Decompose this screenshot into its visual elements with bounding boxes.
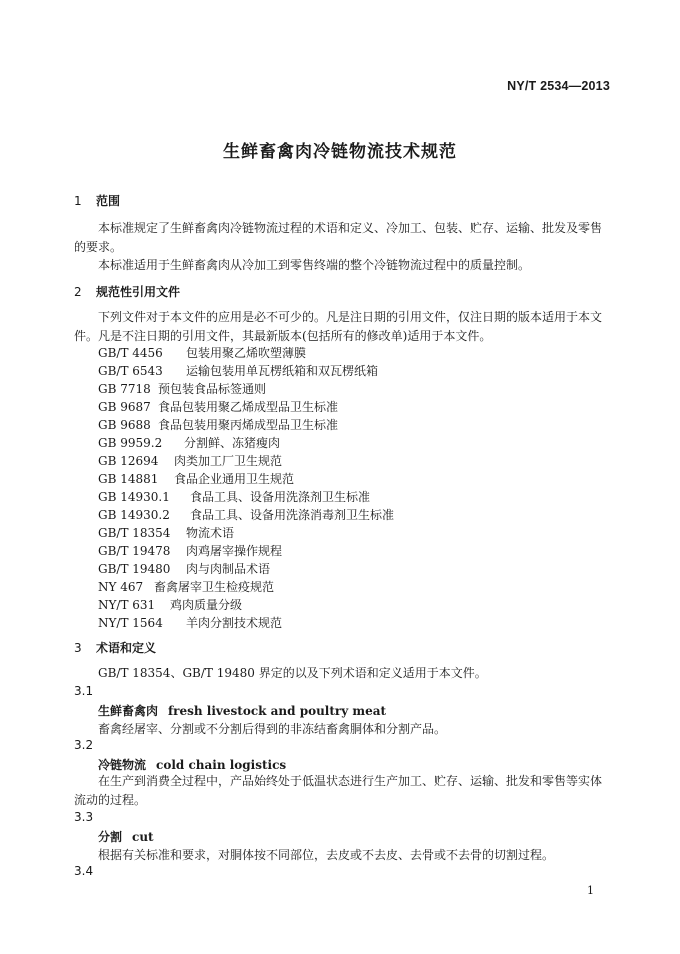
term-definition: 根据有关标准和要求，对胴体按不同部位，去皮或不去皮、去骨或不去骨的切割过程。 bbox=[98, 848, 555, 862]
reference-item bbox=[98, 416, 338, 433]
reference-title: 食品包装用聚丙烯成型品卫生标准 bbox=[158, 418, 339, 432]
section-1-paragraph: 本标准规定了生鲜畜禽肉冷链物流过程的术语和定义、冷加工、包装、贮存、运输、批发及零售的要求。 bbox=[74, 221, 603, 254]
term-zh: 分割 bbox=[98, 830, 123, 844]
reference-code: GB/T 6543 bbox=[98, 364, 163, 378]
section-1-paragraph: 本标准适用于生鲜畜禽肉从冷加工到零售终端的整个冷链物流过程中的质量控制。 bbox=[98, 258, 531, 272]
reference-code: GB 9688 bbox=[98, 418, 151, 432]
reference-code: NY 467 bbox=[98, 580, 144, 594]
reference-item bbox=[98, 506, 394, 523]
reference-code: NY/T 631 bbox=[98, 598, 156, 612]
reference-title: 羊肉分割技术规范 bbox=[186, 616, 283, 630]
reference-item bbox=[98, 470, 294, 487]
term-en: cut bbox=[132, 830, 154, 844]
term-zh: 生鲜畜禽肉 bbox=[98, 704, 159, 718]
reference-title: 物流术语 bbox=[186, 526, 235, 540]
reference-code: GB/T 19478 bbox=[98, 544, 171, 558]
reference-title: 食品企业通用卫生规范 bbox=[174, 472, 295, 486]
section-title: 术语和定义 bbox=[96, 641, 157, 655]
reference-title: 包装用聚乙烯吹塑薄膜 bbox=[186, 346, 307, 360]
standard-code: NY/T 2534—2013 bbox=[507, 79, 610, 93]
reference-item bbox=[98, 398, 338, 415]
section-2-intro: 下列文件对于本文件的应用是必不可少的。凡是注日期的引用文件，仅注日期的版本适用于本文件。凡是不注日期的引用文件，其最新版本(包括所有的修改单)适用于本文件。 bbox=[74, 310, 603, 343]
reference-code: GB 9959.2 bbox=[98, 436, 163, 450]
term-number: 3.3 bbox=[74, 810, 94, 824]
reference-title: 食品工具、设备用洗涤消毒剂卫生标准 bbox=[190, 508, 395, 522]
reference-item bbox=[98, 488, 370, 505]
reference-code: GB/T 4456 bbox=[98, 346, 163, 360]
reference-title: 肉鸡屠宰操作规程 bbox=[186, 544, 283, 558]
reference-item bbox=[98, 362, 378, 379]
reference-code: GB/T 18354 bbox=[98, 526, 171, 540]
reference-title: 肉类加工厂卫生规范 bbox=[174, 454, 283, 468]
reference-code: GB 14930.2 bbox=[98, 508, 170, 522]
section-title: 规范性引用文件 bbox=[96, 285, 181, 299]
term-en: cold chain logistics bbox=[156, 758, 287, 772]
reference-code: GB 14930.1 bbox=[98, 490, 170, 504]
document-title: 生鲜畜禽肉冷链物流技术规范 bbox=[223, 142, 457, 162]
term-definition: 畜禽经屠宰、分割或不分割后得到的非冻结畜禽胴体和分割产品。 bbox=[98, 722, 447, 736]
section-1-heading bbox=[74, 192, 120, 209]
reference-item bbox=[98, 542, 282, 559]
reference-title: 分割鲜、冻猪瘦肉 bbox=[184, 436, 281, 450]
term-definition: 在生产到消费全过程中，产品始终处于低温状态进行生产加工、贮存、运输、批发和零售等实体流动的过程。 bbox=[74, 774, 603, 807]
reference-item bbox=[98, 452, 282, 469]
section-3-heading bbox=[74, 639, 156, 656]
page-number: 1 bbox=[587, 884, 594, 897]
reference-item bbox=[98, 560, 270, 577]
reference-title: 预包装食品标签通则 bbox=[158, 382, 267, 396]
reference-item bbox=[98, 344, 306, 361]
reference-code: GB 14881 bbox=[98, 472, 159, 486]
reference-item bbox=[98, 524, 234, 541]
reference-code: GB 7718 bbox=[98, 382, 151, 396]
reference-title: 食品工具、设备用洗涤剂卫生标准 bbox=[190, 490, 371, 504]
term-heading bbox=[98, 756, 286, 773]
reference-item bbox=[98, 596, 242, 613]
term-number: 3.2 bbox=[74, 738, 94, 752]
section-2-heading bbox=[74, 283, 180, 300]
reference-title: 运输包装用单瓦楞纸箱和双瓦楞纸箱 bbox=[186, 364, 379, 378]
reference-title: 鸡肉质量分级 bbox=[170, 598, 243, 612]
term-heading bbox=[98, 702, 386, 719]
reference-code: GB 9687 bbox=[98, 400, 151, 414]
reference-item bbox=[98, 380, 266, 397]
section-title: 范围 bbox=[96, 194, 121, 208]
section-3-intro: GB/T 18354、GB/T 19480 界定的以及下列术语和定义适用于本文件。 bbox=[98, 666, 487, 680]
reference-item bbox=[98, 434, 280, 451]
term-number: 3.1 bbox=[74, 684, 94, 698]
term-number: 3.4 bbox=[74, 864, 94, 878]
reference-title: 肉与肉制品术语 bbox=[186, 562, 271, 576]
reference-title: 食品包装用聚乙烯成型品卫生标准 bbox=[158, 400, 339, 414]
term-en: fresh livestock and poultry meat bbox=[168, 704, 387, 718]
reference-title: 畜禽屠宰卫生检疫规范 bbox=[154, 580, 275, 594]
term-zh: 冷链物流 bbox=[98, 758, 147, 772]
section-number: 1 bbox=[74, 194, 82, 208]
reference-code: NY/T 1564 bbox=[98, 616, 163, 630]
reference-item bbox=[98, 614, 282, 631]
reference-code: GB 12694 bbox=[98, 454, 159, 468]
reference-code: GB/T 19480 bbox=[98, 562, 171, 576]
reference-item bbox=[98, 578, 274, 595]
section-number: 3 bbox=[74, 641, 82, 655]
term-heading bbox=[98, 828, 154, 845]
section-number: 2 bbox=[74, 285, 82, 299]
